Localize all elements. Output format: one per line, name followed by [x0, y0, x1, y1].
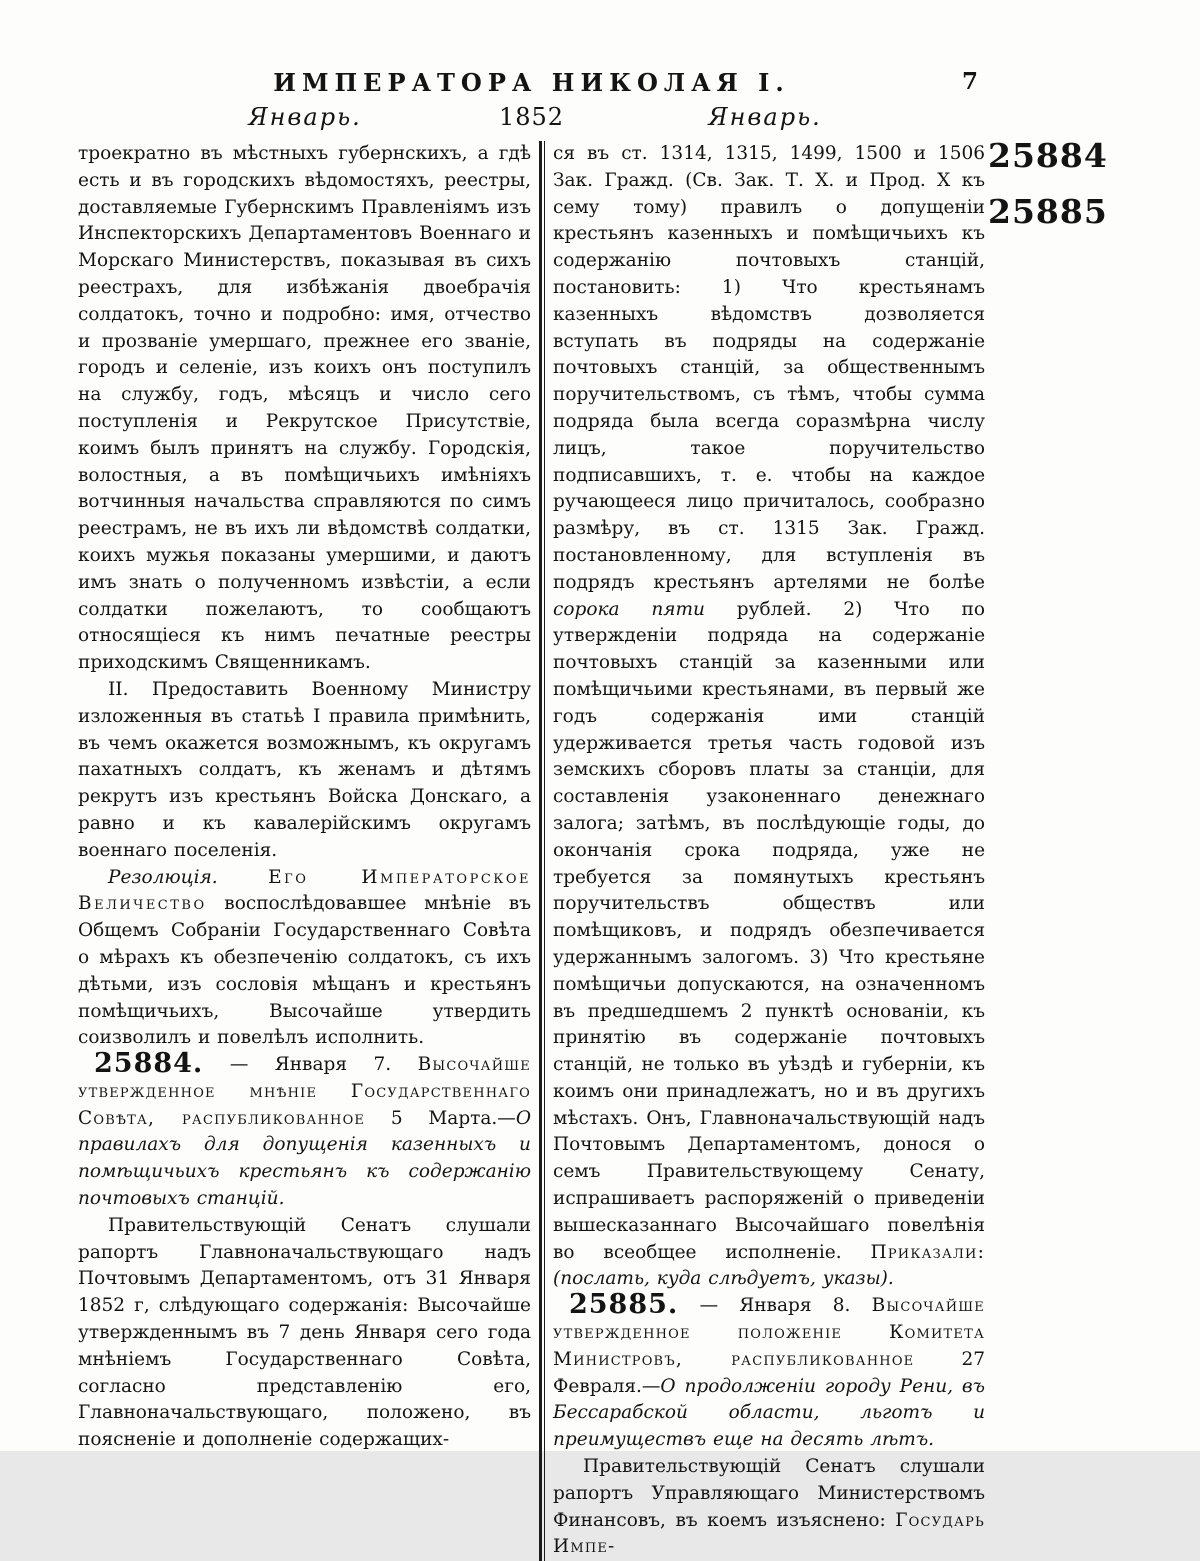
margin-entry-number-25884: 25884 — [988, 136, 1108, 175]
entry-type-run: Высочайше утвержденное мнѣніе Государственнаго Совѣта, распубликованное — [78, 1054, 531, 1129]
paragraph-article-2 — [78, 677, 531, 865]
paragraph-continuation — [553, 141, 985, 1293]
text-run: ся въ ст. 1314, 1315, 1499, 1500 и 1506 Зак. Гражд. (Св. Зак. Т. X. и Прод. X къ сему тому) правилъ о допущеніи крестьянъ казенныхъ и помѣщичьихъ къ содержанію почтовыхъ станцій, постановить: 1) Что крестьянамъ казенныхъ вѣдомствъ дозволяется вступать въ подряды на содержаніе почтовыхъ станцій, за общественнымъ поручительствомъ, съ тѣмъ, чтобы сумма подряда была всегда соразмѣрна числу лицъ, такое поручительство подписавшихъ, т. е. чтобы на каждое ручающееся лицо причиталось, сообразно размѣру, въ ст. 1315 Зак. Гражд. постановленному, для вступленія въ подрядъ крестьянъ артелями не болѣе — [552, 143, 986, 593]
paragraph-senate-report — [78, 1213, 531, 1454]
subheader-month-right: Январь. — [708, 103, 822, 131]
order-italic-run: (послать, куда слѣдуетъ, указы). — [552, 1268, 894, 1290]
text-run: II. Предоставить Военному Министру изложенныя въ статьѣ I правила примѣнить, въ чемъ окажется возможнымъ, къ округамъ пахатныхъ солдатъ, къ женамъ и дѣтямъ рекрутъ изъ крестьянъ Войска Донскаго, а равно и къ кавалерійскимъ округамъ военнаго поселенія. — [78, 678, 531, 861]
paragraph-senate-report — [553, 1454, 985, 1561]
text-columns — [78, 141, 985, 1561]
margin-entry-number-25885: 25885 — [988, 192, 1108, 231]
subheader-year: 1852 — [498, 103, 565, 131]
entry-date-run: — Января 8. — [699, 1295, 851, 1317]
column-divider-rule — [539, 141, 545, 1561]
entry-type-run: Высочайше утвержденное положеніе Комитета Министровъ, распубликованное — [552, 1295, 986, 1370]
prikazali-run: Приказали: — [870, 1241, 986, 1263]
resolution-label: Резолюція. — [108, 866, 218, 888]
text-run: троекратно въ мѣстныхъ губернскихъ, а гдѣ есть и въ городскихъ вѣдомостяхъ, реестры, доставляемые Губернскимъ Правленіямъ изъ Инспекторскихъ Департаментовъ Военнаго и Морскаго Министерствъ, показывая въ сихъ реестрахъ, для избѣжанія двоебрачія солдатокъ, точно и подробно: имя, отчество и прозваніе умершаго, прежнее его званіе, городъ и селеніе, изъ коихъ онъ поступилъ на службу, годъ, мѣсяцъ и число сего поступленія и Рекрутское Присутствіе, коимъ былъ принятъ на службу. Городскія, волостныя, а въ помѣщичьихъ имѣніяхъ вотчинныя начальства справляются по симъ реестрамъ, не въ ихъ ли вѣдомствѣ солдатки, коихъ мужья показаны умершими, и даютъ имъ знать о полученномъ извѣстіи, а если солдатки пожелаютъ, то сообщаютъ относящіеся къ нимъ печатные реестры приходскимъ Священникамъ. — [78, 143, 531, 674]
entry-heading-25885 — [552, 1289, 986, 1454]
sovereign-run: Государь Импе- — [552, 1509, 986, 1558]
publication-date-run: 5 Марта.— — [390, 1107, 516, 1129]
entry-number: 25885. — [568, 1289, 679, 1321]
paragraph-resolution — [78, 865, 531, 1053]
imperial-majesty-run: Его Императорское Величество — [78, 866, 531, 915]
text-run: рублей. 2) Что по утвержденіи подряда на содержаніе почтовыхъ станцій за казенными или помѣщичьими крестьянами, въ первый же годъ содержанія ими станцій удерживается третья часть годовой изъ земскихъ сборовъ платы за станціи, для составленія узаконеннаго денежнаго залога; затѣмъ, въ послѣдующіе годы, до окончанія срока подряда, уже не требуется за помянутыхъ крестьянъ поручительствъ обществъ или помѣщиковъ, и подрядъ обезпечивается удержаннымъ залогомъ. 3) Что крестьяне помѣщичьи допускаются, на означенномъ въ предшедшемъ 2 пунктѣ основаніи, къ принятію въ содержаніе почтовыхъ станцій, не только въ уѣздѣ и губерніи, къ коимъ они принадлежатъ, но и въ другихъ мѣстахъ. Онъ, Главноначальствующій надъ Почтовымъ Департаментомъ, донося о семъ Правительствующему Сенату, испрашиваетъ распоряженій о приведеніи вышесказаннаго Высочайшаго повелѣнія во всеобщее исполненіе. — [552, 598, 986, 1263]
page-number: 7 — [961, 68, 978, 95]
text-run: Правительствующій Сенатъ слушали рапортъ Главноначальствующаго надъ Почтовымъ Департаментомъ, отъ 31 Января 1852 г, слѣдующаго содержанія: Высочайше утвержденнымъ въ 7 день Января сего года мнѣніемъ Государственнаго Совѣта, согласно представленію его, Главноначальствующаго, положено, въ поясненіе и дополненіе содержащих- — [78, 1214, 531, 1451]
right-column — [553, 141, 985, 1561]
paragraph-continuation — [78, 141, 531, 677]
entry-number: 25884. — [94, 1048, 204, 1080]
entry-title-run: О продолженіи городу Рени, въ Бессарабской области, льготъ и преимуществъ еще на десять лѣтъ. — [552, 1375, 986, 1451]
entry-title-run: О правилахъ для допущенія казенныхъ и помѣщичьихъ крестьянъ къ содержанію почтовыхъ станцій. — [78, 1107, 531, 1210]
subheader-month-left: Январь. — [248, 103, 362, 131]
running-title: ИМПЕРАТОРА НИКОЛАЯ I. — [273, 68, 790, 97]
entry-date-run: — Января 7. — [229, 1054, 392, 1076]
sum-italic-run: сорока пяти — [552, 598, 705, 620]
text-run: Правительствующій Сенатъ слушали рапортъ Управляющаго Министерствомъ Финансовъ, въ коемъ изъяснено: — [552, 1456, 986, 1531]
left-column — [78, 141, 531, 1561]
text-run: воспослѣдовавшее мнѣніе въ Общемъ Собраніи Государственнаго Совѣта о мѣрахъ къ обезпеченію солдатокъ, съ ихъ дѣтьми, изъ сословія мѣщанъ и крестьянъ помѣщичьихъ, Высочайше утвердить соизволилъ и повелѣлъ исполнить. — [78, 893, 531, 1049]
publication-date-run: 27 Февраля.— — [552, 1348, 986, 1397]
entry-heading-25884 — [78, 1048, 531, 1213]
